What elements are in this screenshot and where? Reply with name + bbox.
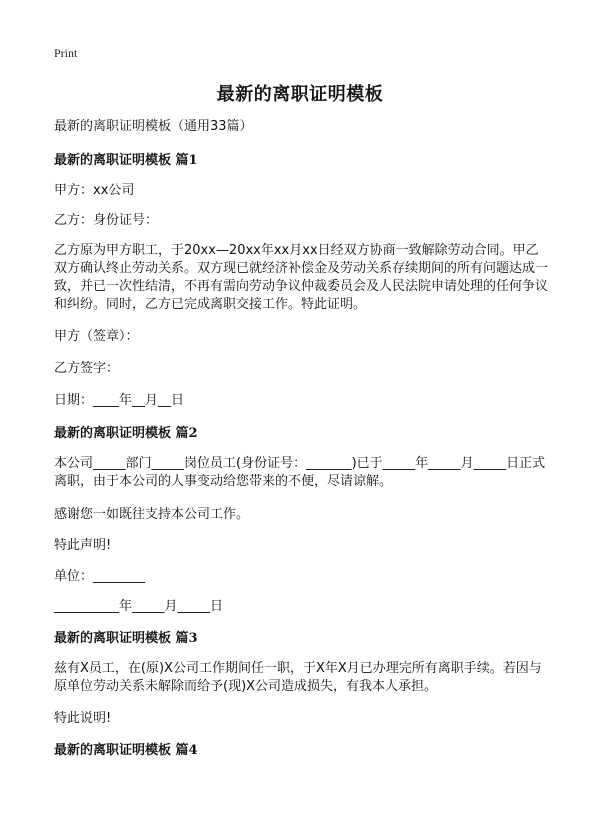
thanks-line: 感谢您一如既往支持本公司工作。 xyxy=(54,507,250,522)
print-link[interactable]: Print xyxy=(54,46,78,60)
document-subtitle: 最新的离职证明模板（通用33篇） xyxy=(54,119,253,134)
party-a-line: 甲方：xx公司 xyxy=(54,183,135,198)
party-b-line: 乙方：身份证号： xyxy=(54,213,159,228)
section-1-body: 乙方原为甲方职工，于20xx—20xx年xx月xx日经双方协商一致解除劳动合同。甲乙双方确认终止劳动关系。双方现已就经济补偿金及劳动关系存续期间的所有问题达成一致，并已一次性结清，不再有需向劳动争议仲裁委员会及人民法院申请处理的任何争议和纠纷。同时，乙方已完成离职交接工作。特此证明。 xyxy=(54,243,549,312)
declaration-line: 特此声明! xyxy=(54,538,112,553)
explanation-line: 特此说明! xyxy=(54,711,112,726)
section-heading-3: 最新的离职证明模板 篇3 xyxy=(54,631,198,646)
section-2-body: 本公司_____部门_____岗位员工(身份证号：_______)已于_____年_____月_____日正式离职，由于本公司的人事变动给您带来的不便，尽请谅解。 xyxy=(54,456,546,489)
unit-line: 单位：________ xyxy=(54,569,146,584)
section-heading-4: 最新的离职证明模板 篇4 xyxy=(54,743,198,758)
date-line: 日期：____年__月__日 xyxy=(54,393,185,408)
party-a-seal-line: 甲方（签章）： xyxy=(54,329,139,344)
section-heading-2: 最新的离职证明模板 篇2 xyxy=(54,426,198,441)
party-b-sign-line: 乙方签字： xyxy=(54,361,120,376)
document-title: 最新的离职证明模板 xyxy=(216,84,384,105)
section-3-body: 兹有X员工，在(原)X公司工作期间任一职，于X年X月已办理完所有离职手续。若因与原单位劳动关系未解除而给予(现)X公司造成损失，有我本人承担。 xyxy=(54,661,542,694)
section-heading-1: 最新的离职证明模板 篇1 xyxy=(54,153,198,168)
date-line-2: __________年_____月_____日 xyxy=(54,599,224,614)
